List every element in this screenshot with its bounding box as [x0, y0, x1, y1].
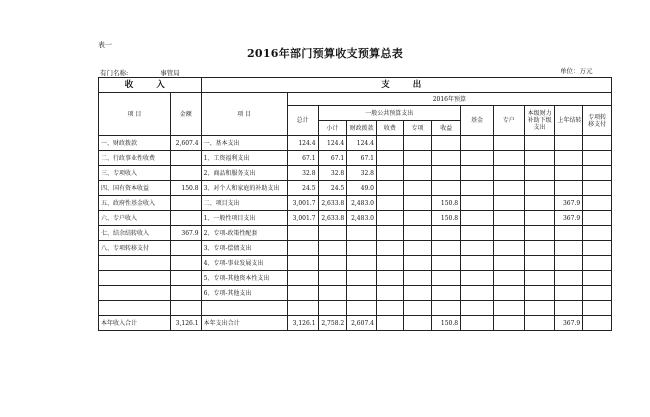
unit-label: 单位：万元 — [560, 67, 593, 75]
cell-rev — [432, 226, 461, 241]
year-budget-header: 2016年预算 — [287, 93, 611, 106]
cell-in-amt: 150.8 — [170, 181, 201, 196]
cell-spec — [403, 181, 432, 196]
table-row — [99, 241, 612, 256]
cell-fee — [376, 211, 403, 226]
cell-total — [287, 301, 318, 316]
cell-total: 67.1 — [287, 151, 318, 166]
fund-header: 基金 — [461, 106, 494, 136]
cell-fund — [461, 286, 494, 301]
cell-trans — [583, 136, 612, 151]
cell-sub — [524, 166, 555, 181]
special-account-header: 专户 — [493, 106, 524, 136]
cell-in-amt: 2,607.4 — [170, 136, 201, 151]
income-header: 收 入 — [99, 78, 202, 93]
cell-fund — [461, 196, 494, 211]
cell-fiscal: 2,483.0 — [347, 211, 377, 226]
cell-out-item: 二、项目支出 — [201, 196, 287, 211]
cell-fiscal — [347, 256, 377, 271]
cell-subtotal — [318, 241, 347, 256]
cell-out-item: 3、对个人和家庭的补助支出 — [201, 181, 287, 196]
last-year-carry-header: 上年结转 — [555, 106, 583, 136]
cell-in-amt: 367.9 — [170, 226, 201, 241]
table-row — [99, 271, 612, 286]
cell-subtotal — [318, 226, 347, 241]
subtotal-header: 小计 — [318, 121, 347, 136]
cell-trans — [583, 166, 612, 181]
cell-fund — [461, 226, 494, 241]
cell-spec — [403, 316, 432, 331]
table-row — [99, 256, 612, 271]
cell-trans — [583, 196, 612, 211]
cell-subtotal: 124.4 — [318, 136, 347, 151]
cell-fiscal: 2,483.0 — [347, 196, 377, 211]
table-row — [99, 286, 612, 301]
department-line — [100, 68, 180, 77]
cell-sub — [524, 301, 555, 316]
cell-fiscal — [347, 286, 377, 301]
cell-spec — [403, 151, 432, 166]
cell-in-item: 三、专项收入 — [99, 166, 171, 181]
cell-in-item — [99, 271, 171, 286]
upper-subsidy-header: 本级财力补助下级支出 — [524, 106, 555, 136]
cell-sub — [524, 181, 555, 196]
cell-fiscal: 67.1 — [347, 151, 377, 166]
cell-carry — [555, 136, 583, 151]
cell-sub — [524, 151, 555, 166]
cell-trans — [583, 316, 612, 331]
cell-subtotal — [318, 271, 347, 286]
cell-acct — [493, 136, 524, 151]
budget-table — [98, 77, 612, 331]
cell-acct — [493, 151, 524, 166]
cell-in-amt — [170, 271, 201, 286]
cell-fiscal: 124.4 — [347, 136, 377, 151]
cell-carry — [555, 241, 583, 256]
expenditure-header: 支 出 — [201, 78, 611, 93]
cell-fund — [461, 241, 494, 256]
department-label: 有门名称: — [100, 69, 129, 77]
table-label: 表一 — [98, 41, 112, 49]
cell-rev: 150.8 — [432, 196, 461, 211]
cell-total — [287, 256, 318, 271]
cell-fund — [461, 256, 494, 271]
cell-acct — [493, 166, 524, 181]
cell-carry — [555, 286, 583, 301]
cell-acct — [493, 196, 524, 211]
cell-sub — [524, 226, 555, 241]
cell-sub — [524, 136, 555, 151]
cell-trans — [583, 271, 612, 286]
cell-rev — [432, 181, 461, 196]
cell-out-item: 本年支出合计 — [201, 316, 287, 331]
cell-carry: 367.9 — [555, 316, 583, 331]
cell-fund — [461, 301, 494, 316]
cell-rev: 150.8 — [432, 316, 461, 331]
cell-carry: 367.9 — [555, 196, 583, 211]
cell-trans — [583, 211, 612, 226]
table-row — [99, 211, 612, 226]
cell-sub — [524, 286, 555, 301]
cell-fee — [376, 271, 403, 286]
cell-in-item — [99, 286, 171, 301]
table-row — [99, 226, 612, 241]
cell-in-item: 五、政府性基金收入 — [99, 196, 171, 211]
cell-rev: 150.8 — [432, 211, 461, 226]
cell-rev — [432, 241, 461, 256]
cell-fee — [376, 256, 403, 271]
cell-total: 3,001.7 — [287, 196, 318, 211]
table-row — [99, 136, 612, 151]
totals-row — [99, 316, 612, 331]
cell-trans — [583, 286, 612, 301]
cell-out-item: 3、专项-偿债支出 — [201, 241, 287, 256]
cell-rev — [432, 271, 461, 286]
cell-fee — [376, 286, 403, 301]
cell-trans — [583, 181, 612, 196]
cell-spec — [403, 211, 432, 226]
cell-subtotal: 2,633.8 — [318, 196, 347, 211]
cell-subtotal — [318, 301, 347, 316]
cell-sub — [524, 196, 555, 211]
cell-carry — [555, 256, 583, 271]
cell-in-item — [99, 256, 171, 271]
cell-out-item: 6、专项-其他支出 — [201, 286, 287, 301]
cell-fund — [461, 316, 494, 331]
cell-fee — [376, 226, 403, 241]
cell-spec — [403, 286, 432, 301]
cell-subtotal: 24.5 — [318, 181, 347, 196]
cell-subtotal: 32.8 — [318, 166, 347, 181]
cell-spec — [403, 136, 432, 151]
cell-acct — [493, 301, 524, 316]
cell-carry: 367.9 — [555, 211, 583, 226]
cell-spec — [403, 226, 432, 241]
cell-total — [287, 241, 318, 256]
cell-acct — [493, 211, 524, 226]
cell-total — [287, 271, 318, 286]
cell-acct — [493, 271, 524, 286]
revenue-header: 收益 — [432, 121, 461, 136]
cell-fiscal — [347, 271, 377, 286]
cell-total: 24.5 — [287, 181, 318, 196]
cell-in-item: 六、专户收入 — [99, 211, 171, 226]
cell-fee — [376, 181, 403, 196]
cell-spec — [403, 256, 432, 271]
department-name: 事管局 — [160, 69, 180, 77]
cell-subtotal: 2,758.2 — [318, 316, 347, 331]
cell-in-item: 一、财政拨款 — [99, 136, 171, 151]
cell-fund — [461, 271, 494, 286]
cell-carry — [555, 166, 583, 181]
cell-fee — [376, 241, 403, 256]
cell-sub — [524, 316, 555, 331]
cell-fiscal — [347, 241, 377, 256]
cell-rev — [432, 286, 461, 301]
cell-fiscal: 49.0 — [347, 181, 377, 196]
cell-acct — [493, 241, 524, 256]
cell-in-amt — [170, 211, 201, 226]
cell-in-amt — [170, 241, 201, 256]
cell-subtotal: 67.1 — [318, 151, 347, 166]
cell-total — [287, 286, 318, 301]
page-title: 2016年部门预算收支预算总表 — [246, 47, 404, 60]
cell-sub — [524, 271, 555, 286]
cell-fund — [461, 136, 494, 151]
cell-rev — [432, 151, 461, 166]
cell-sub — [524, 241, 555, 256]
cell-in-amt: 3,126.1 — [170, 316, 201, 331]
cell-out-item: 4、专项-事业发展支出 — [201, 256, 287, 271]
cell-spec — [403, 271, 432, 286]
cell-out-item: 2、专项-政策性配套 — [201, 226, 287, 241]
cell-rev — [432, 136, 461, 151]
cell-in-amt — [170, 166, 201, 181]
cell-fee — [376, 301, 403, 316]
cell-fee — [376, 136, 403, 151]
special-header: 专项 — [403, 121, 432, 136]
fiscal-appropriation-header: 财政拨款 — [347, 121, 377, 136]
fee-income-header: 收费 — [376, 121, 403, 136]
cell-fiscal: 2,607.4 — [347, 316, 377, 331]
cell-out-item: 1、一般性项目支出 — [201, 211, 287, 226]
cell-out-item — [201, 301, 287, 316]
cell-fee — [376, 151, 403, 166]
cell-rev — [432, 256, 461, 271]
cell-fiscal: 32.8 — [347, 166, 377, 181]
cell-subtotal — [318, 256, 347, 271]
cell-out-item: 一、基本支出 — [201, 136, 287, 151]
income-amount-header: 金额 — [170, 93, 201, 136]
table-row — [99, 151, 612, 166]
special-transfer-header: 专项转移支付 — [583, 106, 612, 136]
general-public-header: 一般公共预算支出 — [318, 106, 461, 121]
cell-sub — [524, 256, 555, 271]
cell-in-item: 八、专项转移支付 — [99, 241, 171, 256]
cell-spec — [403, 301, 432, 316]
cell-total: 32.8 — [287, 166, 318, 181]
cell-fund — [461, 166, 494, 181]
income-item-header: 项 目 — [99, 93, 171, 136]
cell-fiscal — [347, 301, 377, 316]
cell-out-item: 5、专项-其他资本性支出 — [201, 271, 287, 286]
cell-in-item: 四、国有资本收益 — [99, 181, 171, 196]
cell-subtotal: 2,633.8 — [318, 211, 347, 226]
table-row — [99, 181, 612, 196]
cell-rev — [432, 301, 461, 316]
cell-in-item: 二、行政事业性收费 — [99, 151, 171, 166]
cell-spec — [403, 196, 432, 211]
cell-spec — [403, 166, 432, 181]
cell-total: 124.4 — [287, 136, 318, 151]
cell-acct — [493, 286, 524, 301]
cell-trans — [583, 151, 612, 166]
cell-trans — [583, 256, 612, 271]
cell-carry — [555, 151, 583, 166]
cell-acct — [493, 181, 524, 196]
cell-in-item: 本年收入合计 — [99, 316, 171, 331]
cell-fund — [461, 151, 494, 166]
cell-acct — [493, 316, 524, 331]
cell-fiscal — [347, 226, 377, 241]
cell-fee — [376, 316, 403, 331]
cell-fund — [461, 211, 494, 226]
table-row — [99, 196, 612, 211]
total-header: 总计 — [287, 106, 318, 136]
cell-trans — [583, 241, 612, 256]
cell-in-item — [99, 301, 171, 316]
cell-fee — [376, 196, 403, 211]
cell-total — [287, 226, 318, 241]
table-row — [99, 301, 612, 316]
cell-in-amt — [170, 151, 201, 166]
cell-acct — [493, 226, 524, 241]
cell-trans — [583, 301, 612, 316]
cell-acct — [493, 256, 524, 271]
cell-carry — [555, 181, 583, 196]
cell-in-amt — [170, 301, 201, 316]
cell-in-amt — [170, 196, 201, 211]
cell-in-amt — [170, 286, 201, 301]
cell-carry — [555, 271, 583, 286]
cell-carry — [555, 226, 583, 241]
cell-total: 3,126.1 — [287, 316, 318, 331]
cell-sub — [524, 211, 555, 226]
expenditure-item-header: 项 目 — [201, 93, 287, 136]
cell-out-item: 2、商品和服务支出 — [201, 166, 287, 181]
cell-out-item: 1、工资福利支出 — [201, 151, 287, 166]
table-row — [99, 166, 612, 181]
cell-in-item: 七、结余结转收入 — [99, 226, 171, 241]
cell-carry — [555, 301, 583, 316]
cell-rev — [432, 166, 461, 181]
cell-total: 3,001.7 — [287, 211, 318, 226]
cell-in-amt — [170, 256, 201, 271]
cell-fee — [376, 166, 403, 181]
cell-fund — [461, 181, 494, 196]
cell-trans — [583, 226, 612, 241]
cell-spec — [403, 241, 432, 256]
cell-subtotal — [318, 286, 347, 301]
